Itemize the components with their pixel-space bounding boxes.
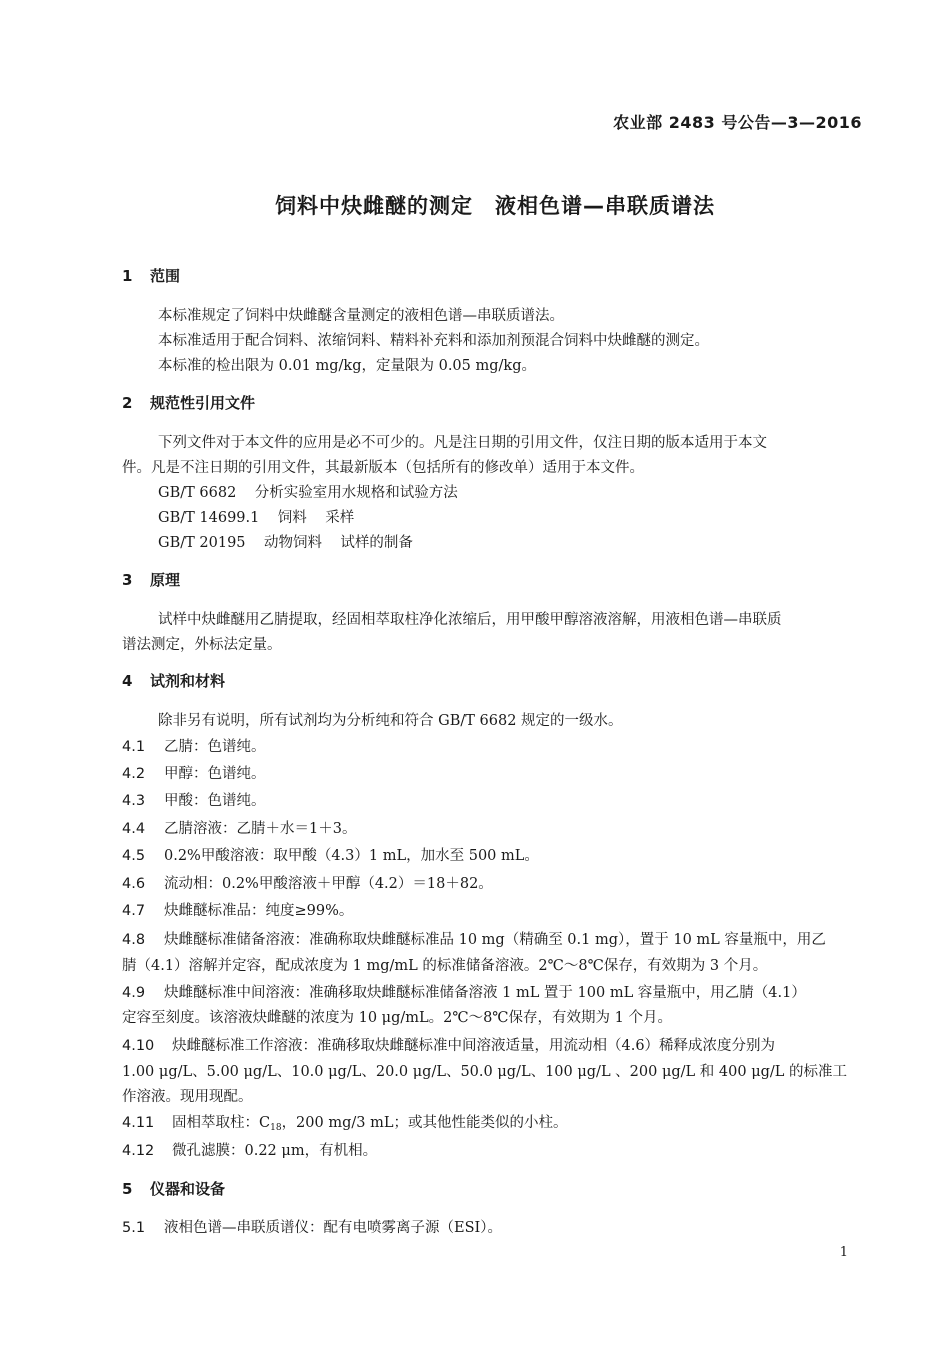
list-item: 4.12 微孔滤膜：0.22 μm，有机相。: [122, 1143, 378, 1159]
section-1-heading: 1 范围: [122, 267, 181, 285]
section-2-heading: 2 规范性引用文件: [122, 394, 256, 412]
document-code: 农业部 2483 号公告—3—2016: [613, 113, 862, 132]
list-item: 4.5 0.2%甲酸溶液：取甲酸（4.3）1 mL，加水至 500 mL。: [122, 848, 539, 864]
paragraph: 除非另有说明，所有试剂均为分析纯和符合 GB/T 6682 规定的一级水。: [158, 713, 623, 729]
section-3-heading: 3 原理: [122, 571, 181, 589]
reference-item: GB/T 14699.1 饲料 采样: [158, 510, 355, 526]
list-item: 4.1 乙腈：色谱纯。: [122, 739, 266, 755]
list-item: 4.8 炔雌醚标准储备溶液：准确称取炔雌醚标准品 10 mg（精确至 0.1 mg），置于 10 mL 容量瓶中，用乙: [122, 932, 826, 948]
document-title: [0, 190, 950, 220]
list-item: 4.2 甲醇：色谱纯。: [122, 766, 266, 782]
list-item: 4.9 炔雌醚标准中间溶液：准确移取炔雌醚标准储备溶液 1 mL 置于 100 mL 容量瓶中，用乙腈（4.1）: [122, 985, 806, 1001]
title-part-1: 饲料中炔雌醚的测定: [275, 194, 473, 218]
reference-item: GB/T 20195 动物饲料 试样的制备: [158, 535, 413, 551]
reference-item: GB/T 6682 分析实验室用水规格和试验方法: [158, 485, 458, 501]
paragraph: 本标准规定了饲料中炔雌醚含量测定的液相色谱—串联质谱法。: [158, 308, 564, 324]
paragraph: 谱法测定，外标法定量。: [122, 637, 282, 653]
paragraph: 本标准的检出限为 0.01 mg/kg，定量限为 0.05 mg/kg。: [158, 358, 536, 374]
page-number: 1: [839, 1245, 848, 1260]
paragraph: 试样中炔雌醚用乙腈提取，经固相萃取柱净化浓缩后，用甲酸甲醇溶液溶解，用液相色谱—串联质: [158, 612, 782, 628]
list-item: 4.4 乙腈溶液：乙腈＋水＝1＋3。: [122, 821, 357, 837]
list-item: 4.11 固相萃取柱：$C_{18}$，200 mg/3 mL；或其他性能类似的小柱。: [122, 1115, 568, 1133]
paragraph: 下列文件对于本文件的应用是必不可少的。凡是注日期的引用文件，仅注日期的版本适用于本文: [158, 435, 767, 451]
list-item-continuation: 定容至刻度。该溶液炔雌醚的浓度为 10 μg/mL。2℃～8℃保存，有效期为 1 个月。: [122, 1010, 672, 1026]
list-item: 5.1 液相色谱—串联质谱仪：配有电喷雾离子源（ESI）。: [122, 1220, 502, 1236]
list-item-continuation: 作溶液。现用现配。: [122, 1089, 253, 1105]
list-item-continuation: 腈（4.1）溶解并定容，配成浓度为 1 mg/mL 的标准储备溶液。2℃～8℃保存，有效期为 3 个月。: [122, 958, 768, 974]
list-item: 4.3 甲酸：色谱纯。: [122, 793, 266, 809]
paragraph: 件。凡是不注日期的引用文件，其最新版本（包括所有的修改单）适用于本文件。: [122, 460, 644, 476]
list-item: 4.6 流动相：0.2%甲酸溶液＋甲醇（4.2）＝18＋82。: [122, 876, 493, 892]
paragraph: 本标准适用于配合饲料、浓缩饲料、精料补充料和添加剂预混合饲料中炔雌醚的测定。: [158, 333, 709, 349]
section-4-heading: 4 试剂和材料: [122, 672, 226, 690]
list-item: 4.7 炔雌醚标准品：纯度≥99%。: [122, 903, 354, 919]
subscript: 18: [270, 1123, 282, 1133]
section-5-heading: 5 仪器和设备: [122, 1180, 226, 1198]
title-part-2: 液相色谱—串联质谱法: [495, 194, 715, 218]
list-item-continuation: 1.00 μg/L、5.00 μg/L、10.0 μg/L、20.0 μg/L、50.0 μg/L、100 μg/L 、200 μg/L 和 400 μg/L 的标准工: [122, 1064, 848, 1080]
list-item: 4.10 炔雌醚标准工作溶液：准确移取炔雌醚标准中间溶液适量，用流动相（4.6）稀释成浓度分别为: [122, 1038, 776, 1054]
